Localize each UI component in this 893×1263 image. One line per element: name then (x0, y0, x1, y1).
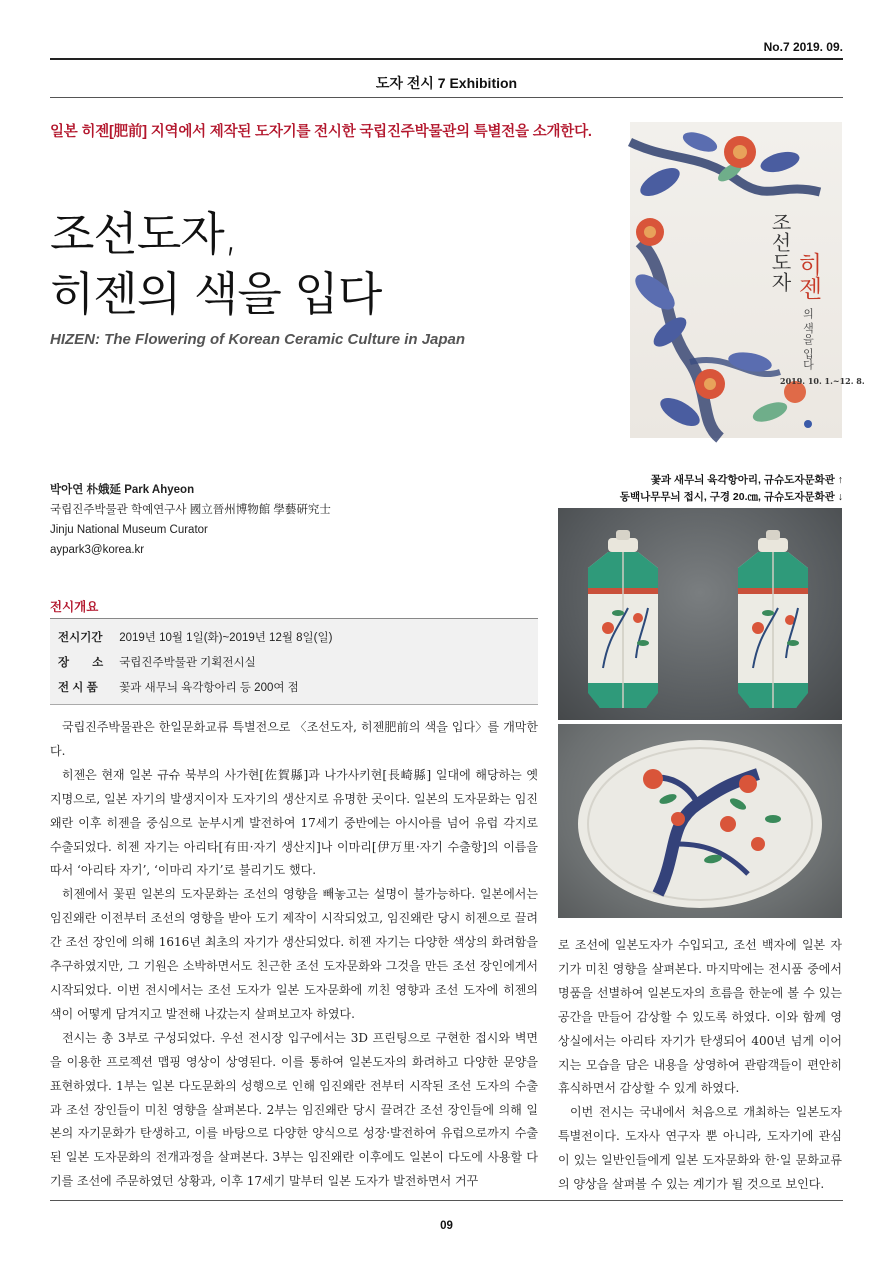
author-block (50, 480, 530, 560)
poster-artwork (630, 122, 865, 438)
exhibition-poster (630, 122, 865, 438)
author-affiliation-en: Jinju National Museum Curator (50, 524, 208, 536)
overview-value: 꽃과 새무늬 육각항아리 등 200여 점 (119, 682, 299, 694)
overview-label: 전시기간 (58, 632, 103, 644)
body-paragraph: 로 조선에 일본도자가 수입되고, 조선 백자에 일본 자기가 미친 영향을 살펴본다. 마지막에는 전시품 중에서 명품을 선별하여 일본도자의 흐름을 한눈에 볼 수 있는 공간을 만들어 감상할 수 있도록 하였다. 이와 함께 영상실에서는 아리타 자기가 탄생되어 400년 넘게 이어지는 모습을 담은 내용을 상영하여 관람객들이 편안히 휴식하면서 감상할 수 있게 하였다. (558, 938, 842, 1096)
section-rule (50, 97, 843, 98)
caption-jar: 꽃과 새무늬 육각항아리, 규슈도자문화관 ↑ (650, 474, 843, 486)
overview-box (50, 619, 538, 705)
article-subtitle: HIZEN: The Flowering of Korean Ceramic Culture in Japan (50, 331, 466, 348)
body-paragraph: 이번 전시는 국내에서 처음으로 개최하는 일본도자 특별전이다. 도자사 연구자 뿐 아니라, 도자기에 관심이 있는 일반인들에게 일본 도자문화와 한·일 문화교류의 양상을 살펴볼 수 있는 계기가 될 것으로 보인다. (558, 1105, 842, 1192)
body-paragraph: 전시는 총 3부로 구성되었다. 우선 전시장 입구에서는 3D 프린팅으로 구현한 접시와 벽면을 이용한 프로젝션 맵핑 영상이 상영된다. 이를 통하여 일본도자의 화려하고 다양한 문양을 표현하였다. 1부는 일본 다도문화의 성행으로 인해 임진왜란 전부터 시작된 조선 도자의 수출과 조선 장인들이 미친 영향을 살펴본다. 2부는 임진왜란 당시 끌려간 조선 장인들에 의해 일본의 자기문화가 탄생하고, 이를 바탕으로 다양한 양식으로 성장·발전하여 유럽으로까지 수출된 일본 도자문화의 전개과정을 살펴본다. 3부는 임진왜란 이후에도 일본이 다도에 사용할 다기를 조선에 주문하였던 상황과, 이후 17세기 말부터 일본 도자가 발전하면서 거꾸 (50, 1030, 538, 1189)
overview-row-period (58, 629, 332, 645)
body-text-right-column (558, 934, 842, 1197)
page-number: 09 (440, 1220, 453, 1232)
caption-plate: 동백나무무늬 접시, 구경 20.㎝, 규슈도자문화관 ↓ (619, 491, 843, 503)
section-title: 도자 전시 7 Exhibition (375, 75, 518, 91)
footer-rule (50, 1200, 843, 1201)
photo-camellia-plate (558, 724, 842, 918)
overview-value: 국립진주박물관 기획전시실 (119, 657, 256, 669)
author-email[interactable]: aypark3@korea.kr (50, 544, 145, 556)
poster-title-red: 히젠 (794, 252, 822, 300)
overview-heading: 전시개요 (50, 600, 99, 614)
lead-text: 일본 히젠[肥前] 지역에서 제작된 도자기를 전시한 국립진주박물관의 특별전을 소개한다. (50, 124, 592, 140)
body-paragraph: 히젠은 현재 일본 규슈 북부의 사가현[佐賀縣]과 나가사키현[長崎縣] 일대에 해당하는 옛 지명으로, 일본 자기의 발생지이자 도자기의 생산지로 유명한 곳이다. 일본의 도자문화는 임진왜란 이후 히젠을 중심으로 눈부시게 발전하여 17세기 중반에는 아시아를 넘어 유럽 각지로 수출되었다. 히젠 자기는 아리타[有田·자기 생산지]나 이마리[伊万里·자기 수출항]의 이름을 따서 ‘아리타 자기’, ‘이마리 자기’로 불리기도 했다. (50, 767, 538, 878)
author-name: 박아연 朴娥延 Park Ahyeon (50, 484, 195, 496)
photo-hexagonal-jars (558, 508, 842, 720)
plate-image (578, 740, 822, 908)
header-rule (50, 58, 843, 60)
issue-number: No.7 2019. 09. (763, 40, 843, 54)
overview-label: 장 소 (58, 657, 104, 669)
jar-right-image (738, 530, 808, 708)
overview-row-venue (58, 654, 256, 670)
overview-label: 전 시 품 (58, 682, 98, 694)
jar-left-image (588, 530, 658, 708)
article-title-line2: 히젠의 색을 입다 (50, 267, 382, 321)
photo-captions (620, 472, 843, 506)
museum-logo-icon (804, 420, 812, 428)
poster-title-rest: 의 색을 입다 (801, 308, 815, 370)
poster-dates: 2019. 10. 1.~12. 8. (780, 376, 865, 386)
body-text-left-column (50, 716, 538, 1194)
body-paragraph: 국립진주박물관은 한일문화교류 특별전으로 〈조선도자, 히젠肥前의 색을 입다〉를 개막한다. (50, 720, 538, 758)
overview-value: 2019년 10월 1일(화)~2019년 12월 8일(일) (119, 632, 333, 644)
author-affiliation-kr: 국립진주박물관 학예연구사 國立晉州博物館 學藝硏究士 (50, 504, 331, 516)
poster-title-vertical: 조선도자 (768, 212, 792, 292)
article-title-line1: 조선도자, (50, 207, 238, 261)
overview-row-items (58, 679, 299, 695)
body-paragraph: 히젠에서 꽃핀 일본의 도자문화는 조선의 영향을 빼놓고는 설명이 불가능하다. 일본에서는 임진왜란 이전부터 조선의 영향을 받아 도기 제작이 시작되었고, 임진왜란 당시 히젠으로 끌려간 조선 장인에 의해 1616년 최초의 자기가 생산되었다. 히젠 자기는 다양한 색상의 화려함을 추구하였지만, 그 기원은 소박하면서도 친근한 조선 도자문화와 그것을 만든 조선 장인에게서 시작되었다. 이번 전시에서는 조선 도자가 일본 도자문화에 끼친 영향과 조선 도자에 히젠의 색이 어떻게 담겨지고 발전해 나갔는지 살펴보고자 하였다. (50, 887, 538, 1021)
